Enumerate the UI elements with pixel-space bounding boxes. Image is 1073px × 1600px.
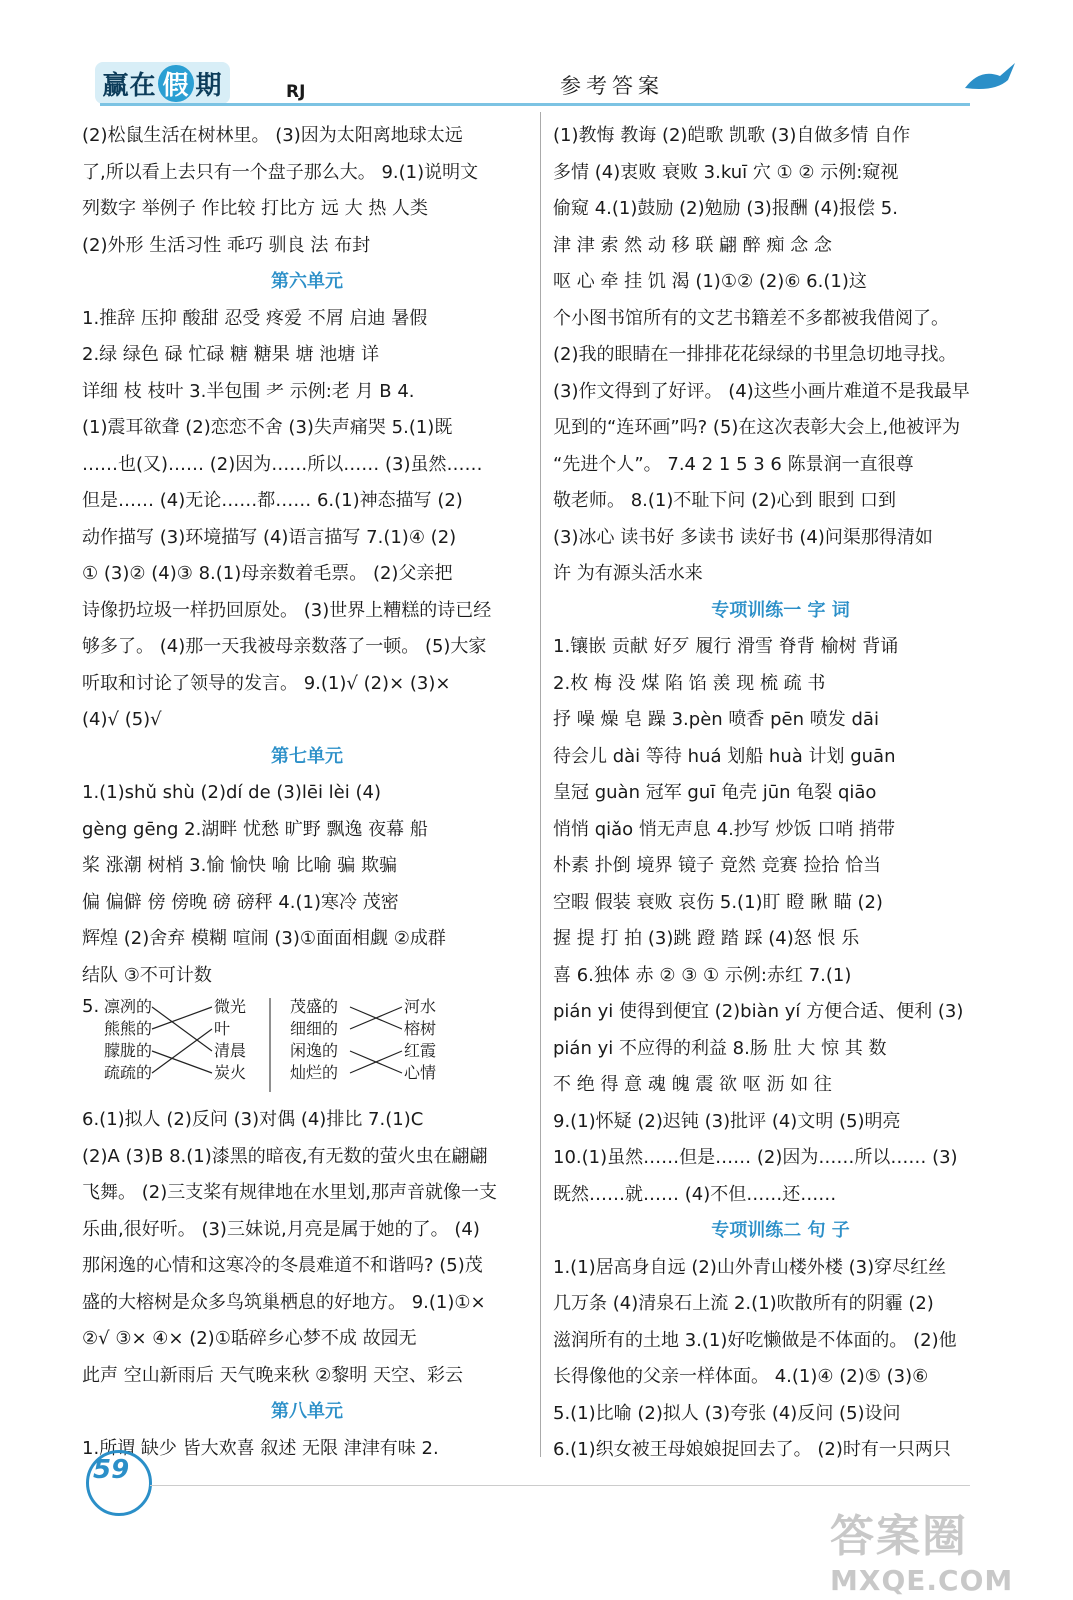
answer-line: 详细 枝 枝叶 3.半包围 ⺹ 示例:老 月 B 4. — [82, 380, 415, 402]
match-column-right-a — [214, 996, 246, 1084]
answer-line: (1)震耳欲聋 (2)恋恋不舍 (3)失声痛哭 5.(1)既 — [82, 417, 453, 438]
answer-line: (1)教悔 教诲 (2)皑歌 凯歌 (3)自做多情 自作 — [553, 125, 911, 146]
match-word: 榕树 — [404, 1019, 437, 1038]
answer-line: 偷窥 4.(1)鼓励 (2)勉励 (3)报酬 (4)报偿 5. — [553, 198, 898, 219]
answer-line: 桨 涨潮 树梢 3.愉 愉快 喻 比喻 骗 欺骗 — [82, 855, 397, 876]
answer-line: 够多了。 (4)那一天我被母亲数落了一顿。 (5)大家 — [82, 636, 487, 657]
answer-line: 既然……就…… (4)不但……还…… — [553, 1183, 837, 1205]
right-answer-column — [553, 118, 1008, 1469]
answer-line: 了,所以看上去只有一个盘子那么大。 9.(1)说明文 — [82, 161, 479, 183]
answer-line: (3)作文得到了好评。 (4)这些小画片难道不是我最早 — [553, 380, 970, 402]
page-title: 参考答案 — [560, 74, 664, 98]
answer-line: 喜 6.独体 赤 ② ③ ① 示例:赤红 7.(1) — [553, 964, 852, 986]
edition-label: RJ — [286, 82, 306, 102]
bird-icon — [960, 58, 1020, 98]
match-word: 红霞 — [404, 1041, 437, 1060]
logo-text-3: 期 — [195, 70, 223, 101]
match-word: 灿烂的 — [290, 1063, 339, 1082]
match-word: 心情 — [404, 1063, 437, 1082]
answer-line: 2.绿 绿色 碌 忙碌 糖 糖果 塘 池塘 详 — [82, 344, 379, 365]
answer-line: pián yi 使得到便宜 (2)biàn yí 方便合适、便利 (3) — [553, 1001, 964, 1022]
answer-line: (2)我的眼睛在一排排花花绿绿的书里急切地寻找。 — [553, 344, 957, 365]
answer-line: 津 津 索 然 动 移 联 翩 醉 痴 念 念 — [553, 234, 832, 256]
match-column-left-b — [290, 996, 338, 1084]
section-heading: 第八单元 — [271, 1401, 343, 1422]
answer-line: 偏 偏僻 傍 傍晚 磅 磅秤 4.(1)寒冷 茂密 — [82, 891, 399, 913]
answer-line: 列数字 举例子 作比较 打比方 远 大 热 人类 — [82, 198, 429, 219]
answer-line: 盛的大榕树是众多鸟筑巢栖息的好地方。 9.(1)①× — [82, 1291, 486, 1313]
match-word: 闲逸的 — [290, 1041, 339, 1060]
match-number: 5. — [82, 996, 100, 1017]
section-heading: 第七单元 — [271, 745, 343, 767]
answer-line: 2.枚 梅 没 煤 陷 馅 羡 现 梳 疏 书 — [553, 672, 826, 694]
answer-line: pián yi 不应得的利益 8.肠 肚 大 惊 其 数 — [553, 1037, 887, 1059]
section-heading: 专项训练二 句 子 — [711, 1220, 850, 1241]
watermark-logo — [830, 1500, 1050, 1597]
answer-line: 滋润所有的土地 3.(1)好吃懒做是不体面的。 (2)他 — [553, 1329, 957, 1351]
match-word: 熊熊的 — [104, 1019, 153, 1038]
answer-line: 1.所谓 缺少 皆大欢喜 叙述 无限 津津有味 2. — [82, 1437, 439, 1459]
header-rule-left — [100, 103, 540, 106]
answer-line: 握 提 打 拍 (3)跳 蹬 踏 踩 (4)怒 恨 乐 — [553, 928, 860, 949]
match-word: 茂盛的 — [290, 997, 339, 1016]
answer-line: 呕 心 牵 挂 饥 渴 (1)①② (2)⑥ 6.(1)这 — [553, 271, 867, 292]
answer-line: 1.(1)居高身自远 (2)山外青山楼外楼 (3)穿尽红丝 — [553, 1256, 947, 1278]
answer-line: 飞舞。 (2)三支桨有规律地在水里划,那声音就像一支 — [82, 1182, 497, 1203]
answer-line: 诗像扔垃圾一样扔回原处。 (3)世界上糟糕的诗已经 — [82, 599, 492, 621]
matching-exercise — [82, 996, 532, 1098]
answer-line: 10.(1)虽然……但是…… (2)因为……所以…… (3) — [553, 1147, 958, 1168]
answer-line: 朴素 扑倒 境界 镜子 竟然 竞赛 捡拾 恰当 — [553, 855, 882, 876]
match-column-right-b — [404, 996, 436, 1084]
match-word: 细细的 — [290, 1019, 339, 1038]
answer-line: 敬老师。 8.(1)不耻下问 (2)心到 眼到 口到 — [553, 490, 897, 511]
watermark-bottom: MXQE.COM — [830, 1564, 1014, 1597]
match-word: 河水 — [404, 997, 437, 1016]
answer-line: 1.推辞 压抑 酸甜 忍受 疼爱 不屑 启迪 暑假 — [82, 307, 428, 329]
answer-line: 此声 空山新雨后 天气晚来秋 ②黎明 天空、彩云 — [82, 1364, 464, 1386]
watermark-top: 答案圈 — [830, 1511, 968, 1562]
answer-line: 听取和讨论了领导的发言。 9.(1)√ (2)× (3)× — [82, 672, 451, 694]
header-rule-right — [540, 103, 970, 106]
match-word: 叶 — [214, 1019, 231, 1038]
book-logo — [95, 62, 230, 104]
answer-line: 几万条 (4)清泉石上流 2.(1)吹散所有的阴霾 (2) — [553, 1293, 934, 1314]
footer-rule — [150, 1485, 970, 1486]
answer-line: 许 为有源头活水来 — [553, 563, 703, 584]
answer-line: 6.(1)织女被王母娘娘捉回去了。 (2)时有一只两只 — [553, 1439, 951, 1460]
answer-line: ……也(又)…… (2)因为……所以…… (3)虽然…… — [82, 453, 483, 475]
answer-line: 个小图书馆所有的文艺书籍差不多都被我借阅了。 — [553, 307, 949, 329]
answer-line: 动作描写 (3)环境描写 (4)语言描写 7.(1)④ (2) — [82, 526, 457, 548]
answer-line: “先进个人”。 7.4 2 1 5 3 6 陈景润一直很尊 — [553, 453, 914, 475]
section-heading: 专项训练一 字 词 — [711, 599, 850, 621]
answer-line: (2)A (3)B 8.(1)漆黑的暗夜,有无数的萤火虫在翩翩 — [82, 1145, 488, 1167]
answer-line: ① (3)② (4)③ 8.(1)母亲数着毛票。 (2)父亲把 — [82, 563, 453, 584]
logo-text-1: 赢在 — [102, 70, 157, 101]
answer-line: 悄悄 qiǎo 悄无声息 4.抄写 炒饭 口哨 捎带 — [553, 818, 895, 840]
answer-line: 多情 (4)衷败 衰败 3.kuī 穴 ① ② 示例:窥视 — [553, 161, 899, 183]
match-word: 微光 — [214, 997, 247, 1016]
answer-line: 不 绝 得 意 魂 魄 震 欲 呕 沥 如 往 — [553, 1074, 832, 1095]
page-number: 59 — [93, 1455, 130, 1485]
answer-line: 结队 ③不可计数 — [82, 964, 212, 986]
section-heading: 第六单元 — [271, 271, 343, 292]
answer-line: 6.(1)拟人 (2)反问 (3)对偶 (4)排比 7.(1)C — [82, 1109, 424, 1130]
answer-line: (3)冰心 读书好 多读书 读好书 (4)问渠那得清如 — [553, 526, 933, 548]
answer-line: 5.(1)比喻 (2)拟人 (3)夸张 (4)反问 (5)设问 — [553, 1402, 901, 1424]
column-divider — [540, 112, 541, 1457]
answer-line: (4)√ (5)√ — [82, 709, 162, 730]
answer-line: 1.镶嵌 贡献 好歹 履行 滑雪 脊背 榆树 背诵 — [553, 636, 899, 657]
answer-line: 待会儿 dài 等待 huá 划船 huà 计划 guān — [553, 745, 896, 767]
left-answer-column — [82, 118, 532, 1467]
answer-line: ②√ ③× ④× (2)①聒碎乡心梦不成 故园无 — [82, 1328, 417, 1349]
answer-line: 1.(1)shǔ shù (2)dí de (3)lēi lèi (4) — [82, 782, 381, 803]
answer-line: 见到的“连环画”吗? (5)在这次表彰大会上,他被评为 — [553, 417, 961, 438]
answer-line: (2)松鼠生活在树林里。 (3)因为太阳离地球太远 — [82, 125, 463, 146]
logo-text-2: 假 — [158, 65, 193, 102]
answer-line: 抒 噪 燥 皂 躁 3.pèn 喷香 pēn 喷发 dāi — [553, 709, 879, 730]
answer-line: 空暇 假装 衰败 哀伤 5.(1)盯 瞪 瞅 瞄 (2) — [553, 891, 883, 913]
answer-line: 那闲逸的心情和这寒冷的冬晨难道不和谐吗? (5)茂 — [82, 1255, 483, 1276]
match-word: 凛冽的 — [104, 997, 153, 1016]
answer-line: 9.(1)怀疑 (2)迟钝 (3)批评 (4)文明 (5)明亮 — [553, 1110, 901, 1132]
match-word: 疏疏的 — [104, 1063, 153, 1082]
match-column-left-a — [104, 996, 152, 1084]
answer-line: 乐曲,很好听。 (3)三妹说,月亮是属于她的了。 (4) — [82, 1218, 480, 1240]
answer-line: 辉煌 (2)舍弃 模糊 喧闹 (3)①面面相觑 ②成群 — [82, 928, 446, 949]
answer-line: 但是…… (4)无论……都…… 6.(1)神态描写 (2) — [82, 490, 463, 511]
answer-line: gèng gēng 2.湖畔 忧愁 旷野 飘逸 夜幕 船 — [82, 818, 428, 840]
page-header — [0, 0, 1073, 110]
match-word: 炭火 — [214, 1063, 247, 1082]
match-word: 朦胧的 — [104, 1041, 153, 1060]
answer-line: 皇冠 guàn 冠军 guī 龟壳 jūn 龟裂 qiāo — [553, 782, 877, 803]
answer-line: 长得像他的父亲一样体面。 4.(1)④ (2)⑤ (3)⑥ — [553, 1366, 929, 1387]
answer-line: (2)外形 生活习性 乖巧 驯良 法 布封 — [82, 234, 371, 256]
match-word: 清晨 — [214, 1041, 247, 1060]
